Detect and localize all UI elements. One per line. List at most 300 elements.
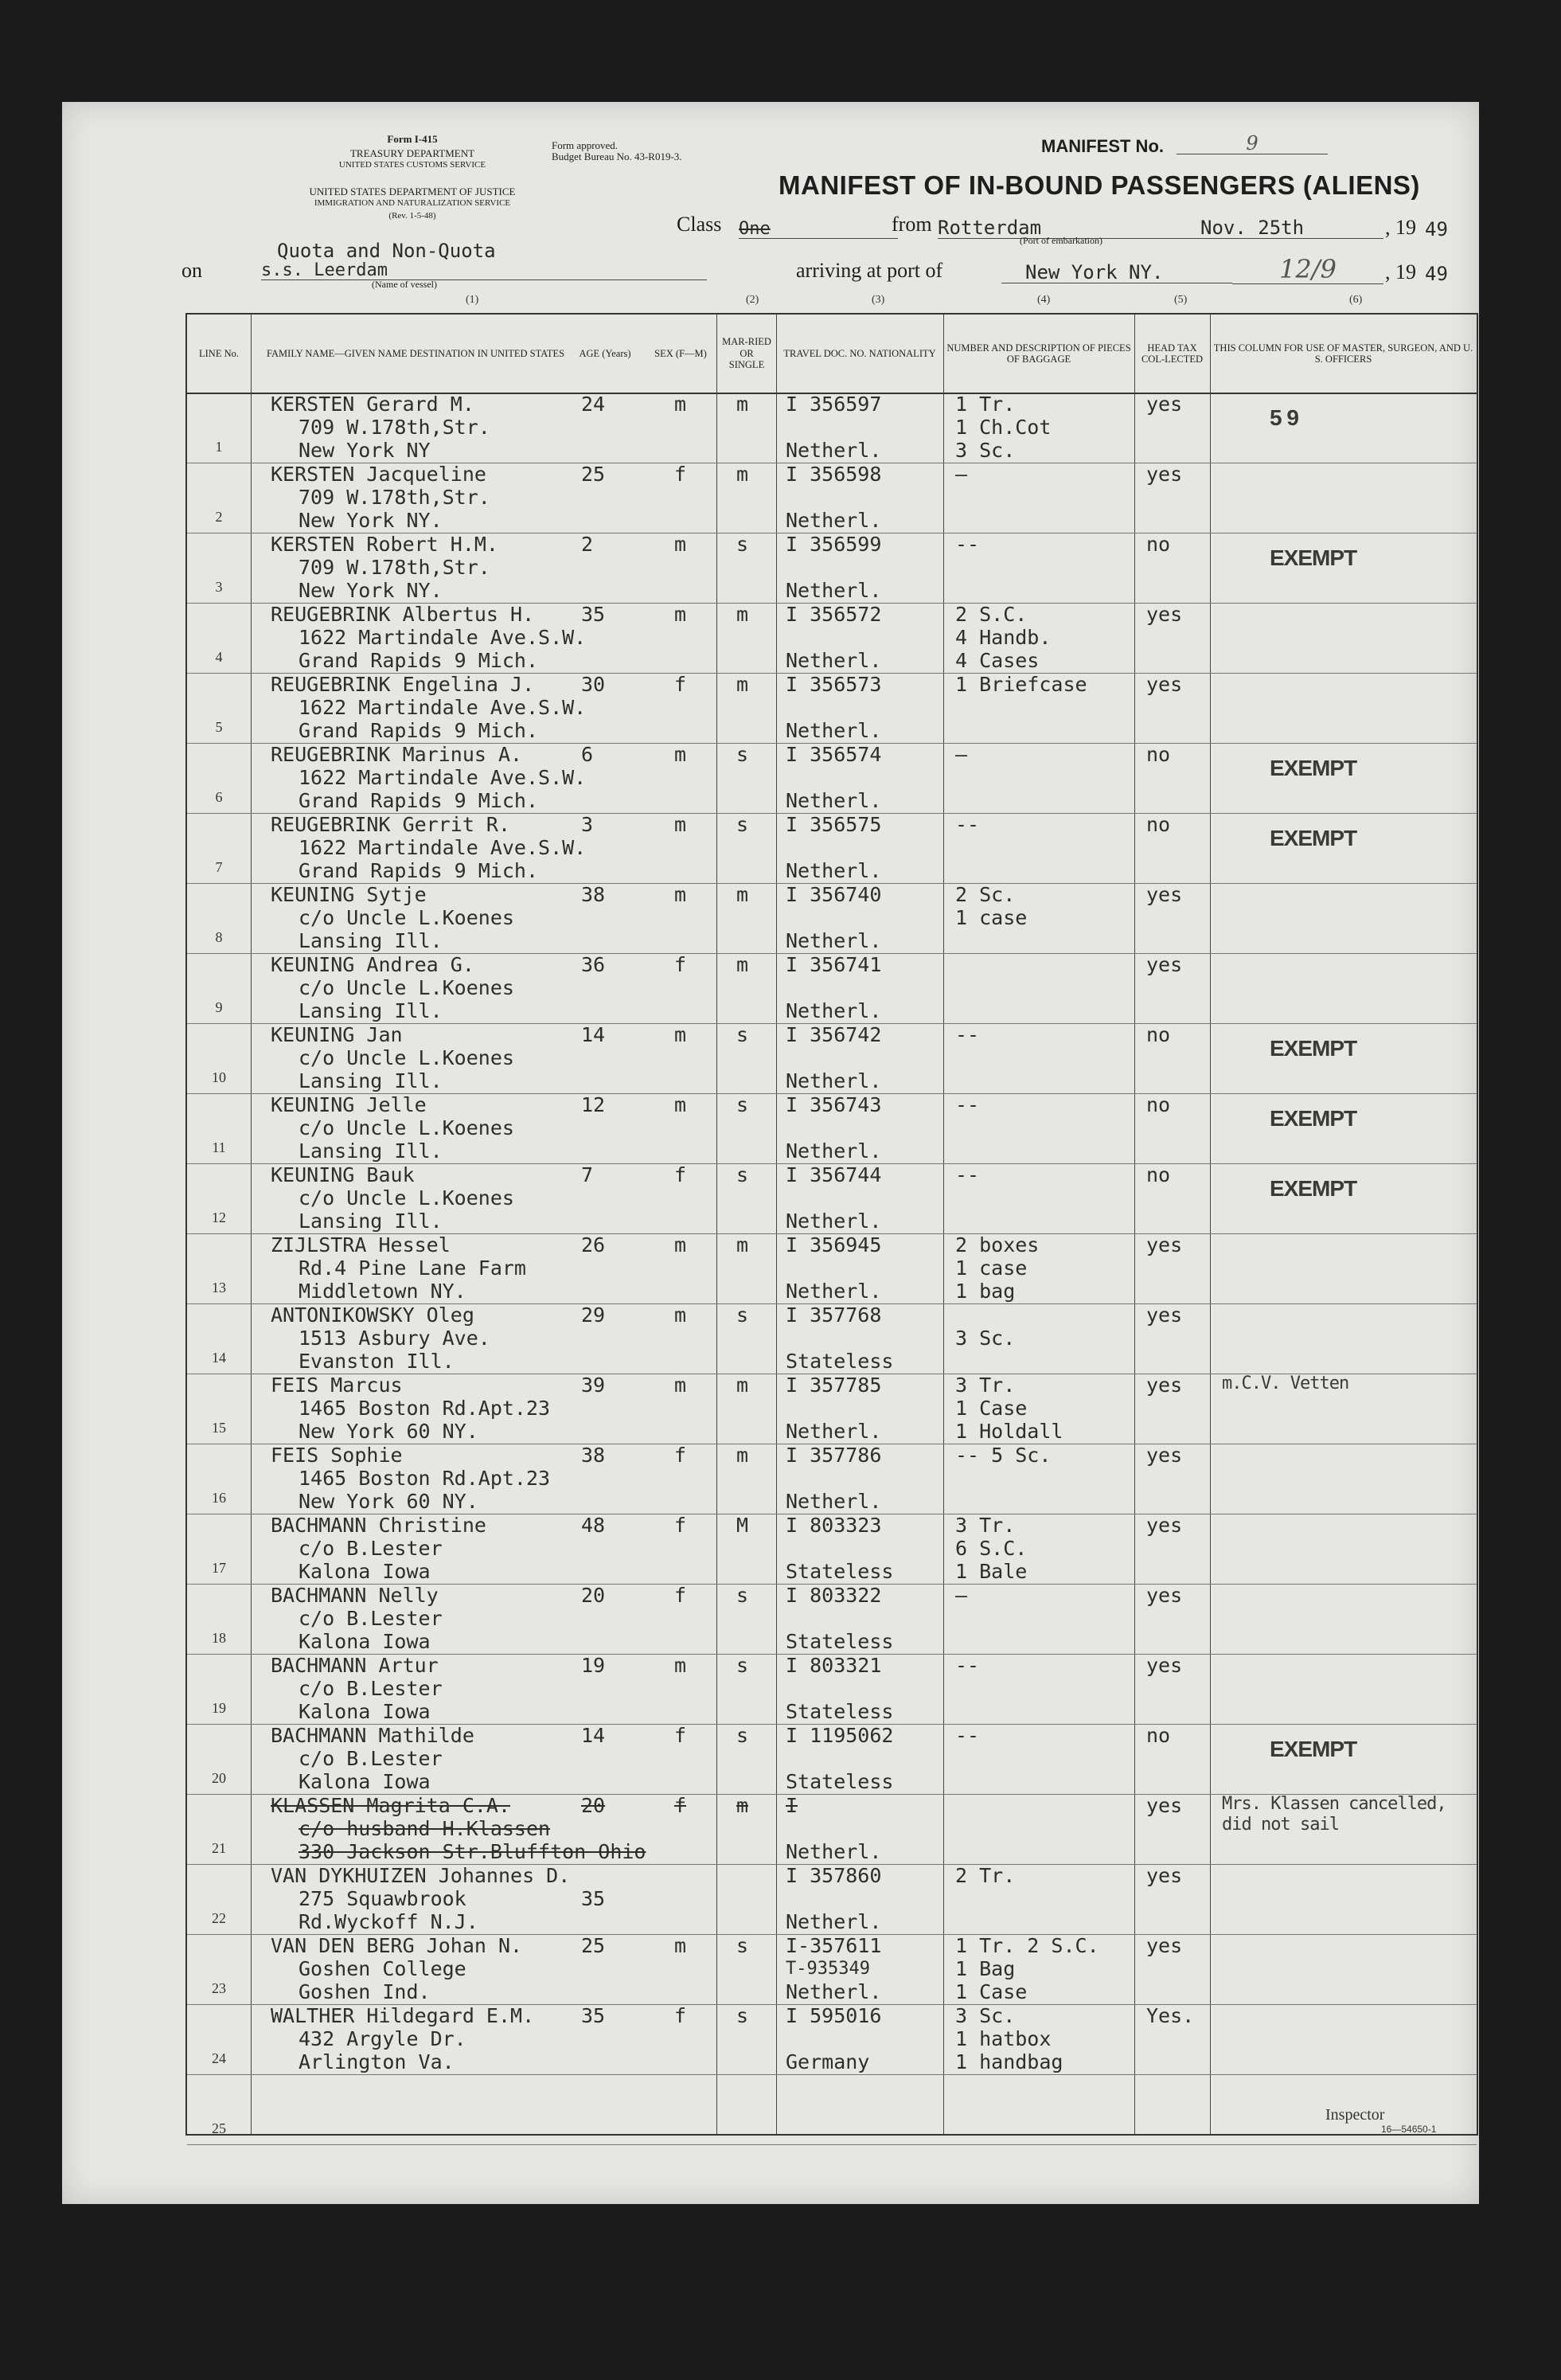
line-number: 9 bbox=[215, 999, 223, 1015]
passenger-name: WALTHER Hildegard E.M. bbox=[271, 2004, 535, 2027]
travel-doc-no: I 356945 bbox=[786, 1233, 882, 1256]
destination-line-1: c/o Uncle L.Koenes bbox=[299, 1116, 514, 1139]
baggage-1: — bbox=[955, 743, 968, 766]
passenger-name: KEUNING Bauk bbox=[271, 1163, 415, 1186]
marital-status: s bbox=[736, 2004, 749, 2027]
marital-status: m bbox=[736, 1233, 749, 1256]
sex: m bbox=[674, 813, 687, 836]
marital-status: m bbox=[736, 463, 749, 486]
destination-line-1: Rd.4 Pine Lane Farm bbox=[299, 1256, 526, 1280]
travel-doc-no: I 356740 bbox=[786, 883, 882, 906]
line-number: 17 bbox=[212, 1560, 226, 1576]
sex: m bbox=[674, 1233, 687, 1256]
officer-note: EXEMPT bbox=[1270, 1036, 1357, 1061]
department-of-justice: UNITED STATES DEPARTMENT OF JUSTICE bbox=[309, 186, 516, 197]
age: 36 bbox=[581, 953, 606, 976]
head-tax: yes bbox=[1146, 1864, 1183, 1887]
vessel-name: s.s. Leerdam bbox=[261, 261, 707, 280]
year-label: , 19 bbox=[1385, 216, 1416, 239]
table-row bbox=[187, 2004, 1477, 2075]
nationality: Netherl. bbox=[786, 1069, 882, 1092]
col-num-4: (4) bbox=[1037, 294, 1051, 306]
baggage-1: 3 Tr. bbox=[955, 1374, 1016, 1397]
age: 14 bbox=[581, 1724, 606, 1747]
baggage-3: 3 Sc. bbox=[955, 439, 1016, 462]
destination-line-1: c/o husband H.Klassen bbox=[299, 1817, 551, 1840]
baggage-1: 3 Sc. bbox=[955, 2004, 1016, 2027]
nationality: Netherl. bbox=[786, 649, 882, 672]
line-number: 14 bbox=[212, 1350, 226, 1366]
destination-line-2: 330 Jackson Str.Bluffton Ohio bbox=[299, 1840, 646, 1863]
baggage-2: 4 Handb. bbox=[955, 626, 1052, 649]
baggage-1: 1 Tr. bbox=[955, 393, 1016, 416]
passenger-name: KERSTEN Gerard M. bbox=[271, 393, 474, 416]
baggage-2: 1 Bag bbox=[955, 1957, 1016, 1980]
line-number: 6 bbox=[215, 789, 223, 805]
nationality: Stateless bbox=[786, 1350, 894, 1373]
baggage-1: 2 Tr. bbox=[955, 1864, 1016, 1887]
passenger-name: KEUNING Sytje bbox=[271, 883, 427, 906]
table-row bbox=[187, 1864, 1477, 1935]
line-number: 12 bbox=[212, 1210, 226, 1225]
table-row bbox=[187, 953, 1477, 1024]
head-tax: Yes. bbox=[1146, 2004, 1195, 2027]
travel-doc-no: I 356599 bbox=[786, 533, 882, 556]
nationality: Netherl. bbox=[786, 1420, 882, 1443]
line-number: 20 bbox=[212, 1770, 226, 1786]
nationality: Netherl. bbox=[786, 1910, 882, 1933]
passenger-name: KEUNING Jelle bbox=[271, 1093, 427, 1116]
head-tax: yes bbox=[1146, 1584, 1183, 1607]
marital-status: m bbox=[736, 883, 749, 906]
passenger-name: FEIS Sophie bbox=[271, 1444, 403, 1467]
destination-line-1: c/o B.Lester bbox=[299, 1677, 443, 1700]
destination-line-1: 709 W.178th,Str. bbox=[299, 556, 490, 579]
officer-note: EXEMPT bbox=[1270, 756, 1357, 780]
nationality: Netherl. bbox=[786, 1840, 882, 1863]
head-tax: yes bbox=[1146, 1514, 1183, 1537]
vessel-caption: (Name of vessel) bbox=[372, 279, 437, 290]
sex: m bbox=[674, 1303, 687, 1327]
immigration-service: IMMIGRATION AND NATURALIZATION SERVICE bbox=[314, 198, 511, 208]
destination-line-2: Arlington Va. bbox=[299, 2050, 455, 2073]
baggage-3: 1 handbag bbox=[955, 2050, 1063, 2073]
nationality: Netherl. bbox=[786, 579, 882, 602]
passenger-name: FEIS Marcus bbox=[271, 1374, 403, 1397]
table-row bbox=[187, 813, 1477, 884]
table-row bbox=[187, 1163, 1477, 1234]
passenger-name: KEUNING Jan bbox=[271, 1023, 403, 1046]
destination-line-1: 432 Argyle Dr. bbox=[299, 2027, 466, 2050]
head-tax: no bbox=[1146, 1093, 1171, 1116]
col-num-2: (2) bbox=[746, 294, 759, 306]
col-officers: THIS COLUMN FOR USE OF MASTER, SURGEON, AND U. S. OFFICERS bbox=[1213, 342, 1473, 365]
destination-line-1: 1622 Martindale Ave.S.W. bbox=[299, 836, 587, 859]
passenger-name: ZIJLSTRA Hessel bbox=[271, 1233, 451, 1256]
line-number: 24 bbox=[212, 2050, 226, 2066]
nationality: Stateless bbox=[786, 1700, 894, 1723]
nationality: Netherl. bbox=[786, 719, 882, 742]
table-row bbox=[187, 1023, 1477, 1094]
age: 35 bbox=[581, 1887, 606, 1910]
manifest-no-label: MANIFEST No. bbox=[1041, 136, 1164, 156]
destination-line-1: 1513 Asbury Ave. bbox=[299, 1327, 490, 1350]
nationality: Netherl. bbox=[786, 1280, 882, 1303]
sex: m bbox=[674, 1934, 687, 1957]
head-tax: yes bbox=[1146, 393, 1183, 416]
travel-doc-no: I 357860 bbox=[786, 1864, 882, 1887]
officer-note: m.C.V. Vetten bbox=[1222, 1374, 1349, 1393]
baggage-1: 3 Tr. bbox=[955, 1514, 1016, 1537]
officer-note: EXEMPT bbox=[1270, 1106, 1357, 1131]
budget-bureau: Budget Bureau No. 43-R019-3. bbox=[552, 150, 682, 162]
officer-note: EXEMPT bbox=[1270, 1176, 1357, 1201]
table-row bbox=[187, 603, 1477, 674]
destination-line-2: Kalona Iowa bbox=[299, 1700, 431, 1723]
destination-line-1: c/o B.Lester bbox=[299, 1537, 443, 1560]
travel-doc-no: I 803323 bbox=[786, 1514, 882, 1537]
nationality: Stateless bbox=[786, 1560, 894, 1583]
table-row bbox=[187, 1724, 1477, 1795]
marital-status: s bbox=[736, 1584, 749, 1607]
head-tax: yes bbox=[1146, 1374, 1183, 1397]
passenger-name: VAN DYKHUIZEN Johannes D. bbox=[271, 1864, 571, 1887]
destination-line-2: Kalona Iowa bbox=[299, 1560, 431, 1583]
table-row bbox=[187, 393, 1477, 463]
table-row bbox=[187, 1093, 1477, 1164]
baggage-3: 1 Holdall bbox=[955, 1420, 1063, 1443]
line-number: 16 bbox=[212, 1490, 226, 1506]
marital-status: s bbox=[736, 1303, 749, 1327]
nationality: Netherl. bbox=[786, 509, 882, 532]
sex: f bbox=[674, 463, 687, 486]
table-row bbox=[187, 1303, 1477, 1374]
line-number: 3 bbox=[215, 579, 223, 595]
destination-line-2: Kalona Iowa bbox=[299, 1770, 431, 1793]
head-tax: no bbox=[1146, 1163, 1171, 1186]
baggage-2: 1 case bbox=[955, 1256, 1028, 1280]
marital-status: s bbox=[736, 1093, 749, 1116]
travel-doc-no: I 356598 bbox=[786, 463, 882, 486]
travel-doc-no: I-357611 bbox=[786, 1934, 882, 1957]
passenger-name: REUGEBRINK Albertus H. bbox=[271, 603, 535, 626]
baggage-1: -- bbox=[955, 1093, 980, 1116]
age: 25 bbox=[581, 463, 606, 486]
departure-date: Nov. 25th bbox=[1177, 218, 1383, 239]
destination-line-2: Lansing Ill. bbox=[299, 929, 443, 952]
marital-status: m bbox=[736, 953, 749, 976]
destination-line-2: New York 60 NY. bbox=[299, 1490, 478, 1513]
line-number: 1 bbox=[215, 439, 223, 455]
officer-note: EXEMPT bbox=[1270, 545, 1357, 570]
baggage-2: 1 Ch.Cot bbox=[955, 416, 1052, 439]
marital-status: m bbox=[736, 1794, 749, 1817]
travel-doc-no: I 356742 bbox=[786, 1023, 882, 1046]
form-code: 16—54650-1 bbox=[1381, 2124, 1437, 2135]
destination-line-1: c/o Uncle L.Koenes bbox=[299, 1186, 514, 1210]
passenger-name: REUGEBRINK Marinus A. bbox=[271, 743, 523, 766]
marital-status: m bbox=[736, 1444, 749, 1467]
head-tax: yes bbox=[1146, 463, 1183, 486]
line-number: 8 bbox=[215, 929, 223, 945]
destination-line-2: Lansing Ill. bbox=[299, 1139, 443, 1163]
line-number: 25 bbox=[212, 2120, 226, 2136]
officer-note: 5 9 bbox=[1270, 405, 1298, 430]
sex: m bbox=[674, 1023, 687, 1046]
travel-doc-no: I 357786 bbox=[786, 1444, 882, 1467]
baggage-2: 1 case bbox=[955, 906, 1028, 929]
destination-line-2: Grand Rapids 9 Mich. bbox=[299, 789, 539, 812]
age: 35 bbox=[581, 2004, 606, 2027]
age: 38 bbox=[581, 1444, 606, 1467]
destination-line-2: Lansing Ill. bbox=[299, 1210, 443, 1233]
destination-line-2: Goshen Ind. bbox=[299, 1980, 431, 2003]
travel-doc-no: I 356744 bbox=[786, 1163, 882, 1186]
marital-status: m bbox=[736, 603, 749, 626]
age: 20 bbox=[581, 1794, 606, 1817]
marital-status: m bbox=[736, 393, 749, 416]
col-head-tax: HEAD TAX COL-LECTED bbox=[1141, 342, 1204, 365]
head-tax: yes bbox=[1146, 883, 1183, 906]
line-number: 11 bbox=[212, 1139, 226, 1155]
table-row bbox=[187, 883, 1477, 954]
travel-doc-no: I 356573 bbox=[786, 673, 882, 696]
destination-line-2: New York NY. bbox=[299, 509, 443, 532]
col-num-6: (6) bbox=[1349, 294, 1363, 306]
head-tax: yes bbox=[1146, 673, 1183, 696]
sex: m bbox=[674, 393, 687, 416]
baggage-1: -- bbox=[955, 1654, 980, 1677]
nationality: Netherl. bbox=[786, 1139, 882, 1163]
travel-doc-no: I 595016 bbox=[786, 2004, 882, 2027]
nationality: Netherl. bbox=[786, 439, 882, 462]
nationality: Stateless bbox=[786, 1770, 894, 1793]
travel-doc-no: I 356741 bbox=[786, 953, 882, 976]
marital-status: s bbox=[736, 1163, 749, 1186]
head-tax: yes bbox=[1146, 1934, 1183, 1957]
destination-line-2: New York NY bbox=[299, 439, 431, 462]
baggage-3: 1 bag bbox=[955, 1280, 1016, 1303]
marital-status: s bbox=[736, 1934, 749, 1957]
travel-doc-no: I 356574 bbox=[786, 743, 882, 766]
table-row bbox=[187, 1514, 1477, 1585]
col-num-3: (3) bbox=[872, 294, 885, 306]
head-tax: yes bbox=[1146, 1794, 1183, 1817]
baggage-3: 4 Cases bbox=[955, 649, 1040, 672]
line-number: 18 bbox=[212, 1630, 226, 1646]
col-married: MAR-RIED OR SINGLE bbox=[722, 336, 771, 371]
sex: f bbox=[674, 953, 687, 976]
age: 29 bbox=[581, 1303, 606, 1327]
arrival-year: 49 bbox=[1425, 263, 1448, 285]
port-of-arrival: New York NY. bbox=[1001, 263, 1232, 283]
destination-line-1: c/o B.Lester bbox=[299, 1607, 443, 1630]
line-number: 4 bbox=[215, 649, 223, 665]
sex: m bbox=[674, 603, 687, 626]
age: 39 bbox=[581, 1374, 606, 1397]
age: 7 bbox=[581, 1163, 594, 1186]
year-label-2: , 19 bbox=[1385, 260, 1416, 283]
destination-line-1: 709 W.178th,Str. bbox=[299, 486, 490, 509]
sex: m bbox=[674, 1654, 687, 1677]
baggage-1: 2 Sc. bbox=[955, 883, 1016, 906]
nationality: Netherl. bbox=[786, 999, 882, 1022]
customs-service: UNITED STATES CUSTOMS SERVICE bbox=[338, 160, 486, 170]
passenger-name: KEUNING Andrea G. bbox=[271, 953, 474, 976]
sex: m bbox=[674, 743, 687, 766]
head-tax: yes bbox=[1146, 953, 1183, 976]
travel-doc-no: I 356597 bbox=[786, 393, 882, 416]
line-number: 10 bbox=[212, 1069, 226, 1085]
passenger-name: KERSTEN Robert H.M. bbox=[271, 533, 498, 556]
manifest-title: MANIFEST OF IN-BOUND PASSENGERS (ALIENS) bbox=[779, 170, 1420, 200]
baggage-1: -- bbox=[955, 1724, 980, 1747]
col-travel-doc: TRAVEL DOC. NO. NATIONALITY bbox=[783, 347, 936, 359]
destination-line-2: Lansing Ill. bbox=[299, 1069, 443, 1092]
destination-line-1: 1465 Boston Rd.Apt.23 bbox=[299, 1397, 551, 1420]
destination-line-1: 1622 Martindale Ave.S.W. bbox=[299, 626, 587, 649]
destination-line-1: c/o Uncle L.Koenes bbox=[299, 906, 514, 929]
destination-line-2: Kalona Iowa bbox=[299, 1630, 431, 1653]
marital-status: s bbox=[736, 1654, 749, 1677]
travel-doc-no: I 357768 bbox=[786, 1303, 882, 1327]
head-tax: yes bbox=[1146, 1233, 1183, 1256]
destination-line-2: Rd.Wyckoff N.J. bbox=[299, 1910, 478, 1933]
age: 24 bbox=[581, 393, 606, 416]
marital-status: s bbox=[736, 1023, 749, 1046]
table-row bbox=[187, 1444, 1477, 1514]
form-approved: Form approved. bbox=[552, 139, 619, 151]
col-num-5: (5) bbox=[1174, 294, 1188, 306]
travel-doc-no: I 356575 bbox=[786, 813, 882, 836]
passenger-name: REUGEBRINK Gerrit R. bbox=[271, 813, 511, 836]
sex: m bbox=[674, 1093, 687, 1116]
sex: f bbox=[674, 2004, 687, 2027]
baggage-1: 2 S.C. bbox=[955, 603, 1028, 626]
class-value: One bbox=[739, 220, 898, 239]
marital-status: m bbox=[736, 1374, 749, 1397]
table-row bbox=[187, 1233, 1477, 1304]
baggage-3: 1 Case bbox=[955, 1980, 1028, 2003]
age: 19 bbox=[581, 1654, 606, 1677]
officer-note: Mrs. Klassen cancelled, did not sail bbox=[1222, 1794, 1446, 1835]
from-label: from bbox=[892, 213, 932, 236]
sex: m bbox=[674, 533, 687, 556]
nationality: Netherl. bbox=[786, 859, 882, 882]
destination-line-1: c/o Uncle L.Koenes bbox=[299, 976, 514, 999]
travel-doc-no: I 803322 bbox=[786, 1584, 882, 1607]
table-row bbox=[187, 533, 1477, 604]
destination-line-1: c/o B.Lester bbox=[299, 1747, 443, 1770]
departure-year: 49 bbox=[1425, 218, 1448, 240]
baggage-1: 1 Briefcase bbox=[955, 673, 1087, 696]
form-number: Form I-415 bbox=[387, 133, 438, 145]
destination-line-2: New York 60 NY. bbox=[299, 1420, 478, 1443]
travel-doc-no: I 1195062 bbox=[786, 1724, 894, 1747]
head-tax: no bbox=[1146, 743, 1171, 766]
sex: f bbox=[674, 1584, 687, 1607]
sex: f bbox=[674, 1163, 687, 1186]
nationality: Stateless bbox=[786, 1630, 894, 1653]
table-row bbox=[187, 1584, 1477, 1655]
table-row bbox=[187, 1654, 1477, 1725]
age: 30 bbox=[581, 673, 606, 696]
table-row bbox=[187, 2074, 1477, 2145]
age: 2 bbox=[581, 533, 594, 556]
arriving-label: arriving at port of bbox=[796, 259, 943, 282]
head-tax: yes bbox=[1146, 1654, 1183, 1677]
baggage-1: -- bbox=[955, 533, 980, 556]
manifest-page bbox=[62, 102, 1479, 2204]
passenger-name: BACHMANN Mathilde bbox=[271, 1724, 474, 1747]
nationality: Netherl. bbox=[786, 1980, 882, 2003]
class-note: Quota and Non-Quota bbox=[277, 240, 496, 262]
row-rule bbox=[187, 2144, 1477, 2145]
officer-note: EXEMPT bbox=[1270, 1737, 1357, 1761]
destination-line-1: c/o Uncle L.Koenes bbox=[299, 1046, 514, 1069]
col-age: AGE (Years) bbox=[579, 347, 631, 359]
passenger-name: BACHMANN Artur bbox=[271, 1654, 439, 1677]
age: 25 bbox=[581, 1934, 606, 1957]
baggage-1: -- bbox=[955, 1163, 980, 1186]
head-tax: yes bbox=[1146, 603, 1183, 626]
passenger-name: KLASSEN Magrita C.A. bbox=[271, 1794, 511, 1817]
line-number: 2 bbox=[215, 509, 223, 525]
sex: m bbox=[674, 1374, 687, 1397]
passenger-table bbox=[185, 294, 1478, 2136]
nationality: Germany bbox=[786, 2050, 870, 2073]
sex: f bbox=[674, 1724, 687, 1747]
table-row bbox=[187, 463, 1477, 533]
age: 20 bbox=[581, 1584, 606, 1607]
age: 6 bbox=[581, 743, 594, 766]
sex: f bbox=[674, 1794, 687, 1817]
nationality: Netherl. bbox=[786, 789, 882, 812]
line-number: 19 bbox=[212, 1700, 226, 1716]
baggage-1: -- 5 Sc. bbox=[955, 1444, 1052, 1467]
col-sex: SEX (F—M) bbox=[654, 347, 707, 359]
marital-status: m bbox=[736, 673, 749, 696]
line-number: 13 bbox=[212, 1280, 226, 1296]
table-row bbox=[187, 1794, 1477, 1865]
destination-line-2: Lansing Ill. bbox=[299, 999, 443, 1022]
class-label: Class bbox=[677, 213, 722, 236]
sex: f bbox=[674, 673, 687, 696]
col-name: FAMILY NAME—GIVEN NAME DESTINATION IN UNITED STATES bbox=[267, 347, 565, 359]
destination-line-1: Goshen College bbox=[299, 1957, 466, 1980]
sex: f bbox=[674, 1444, 687, 1467]
nationality: Netherl. bbox=[786, 1210, 882, 1233]
sex: m bbox=[674, 883, 687, 906]
port-caption: (Port of embarkation) bbox=[1020, 235, 1102, 246]
age: 3 bbox=[581, 813, 594, 836]
passenger-name: BACHMANN Nelly bbox=[271, 1584, 439, 1607]
destination-line-2: New York NY. bbox=[299, 579, 443, 602]
destination-line-2: Grand Rapids 9 Mich. bbox=[299, 649, 539, 672]
head-tax: yes bbox=[1146, 1303, 1183, 1327]
on-label: on bbox=[181, 259, 202, 282]
destination-line-1: 1465 Boston Rd.Apt.23 bbox=[299, 1467, 551, 1490]
travel-doc-no: I 356572 bbox=[786, 603, 882, 626]
revision: (Rev. 1-5-48) bbox=[388, 211, 436, 221]
passenger-name: BACHMANN Christine bbox=[271, 1514, 486, 1537]
inspector-label: Inspector bbox=[1325, 2106, 1385, 2124]
destination-line-2: Middletown NY. bbox=[299, 1280, 466, 1303]
travel-doc-extra: T-935349 bbox=[786, 1959, 870, 1979]
age: 48 bbox=[581, 1514, 606, 1537]
nationality: Netherl. bbox=[786, 1490, 882, 1513]
passenger-name: ANTONIKOWSKY Oleg bbox=[271, 1303, 474, 1327]
